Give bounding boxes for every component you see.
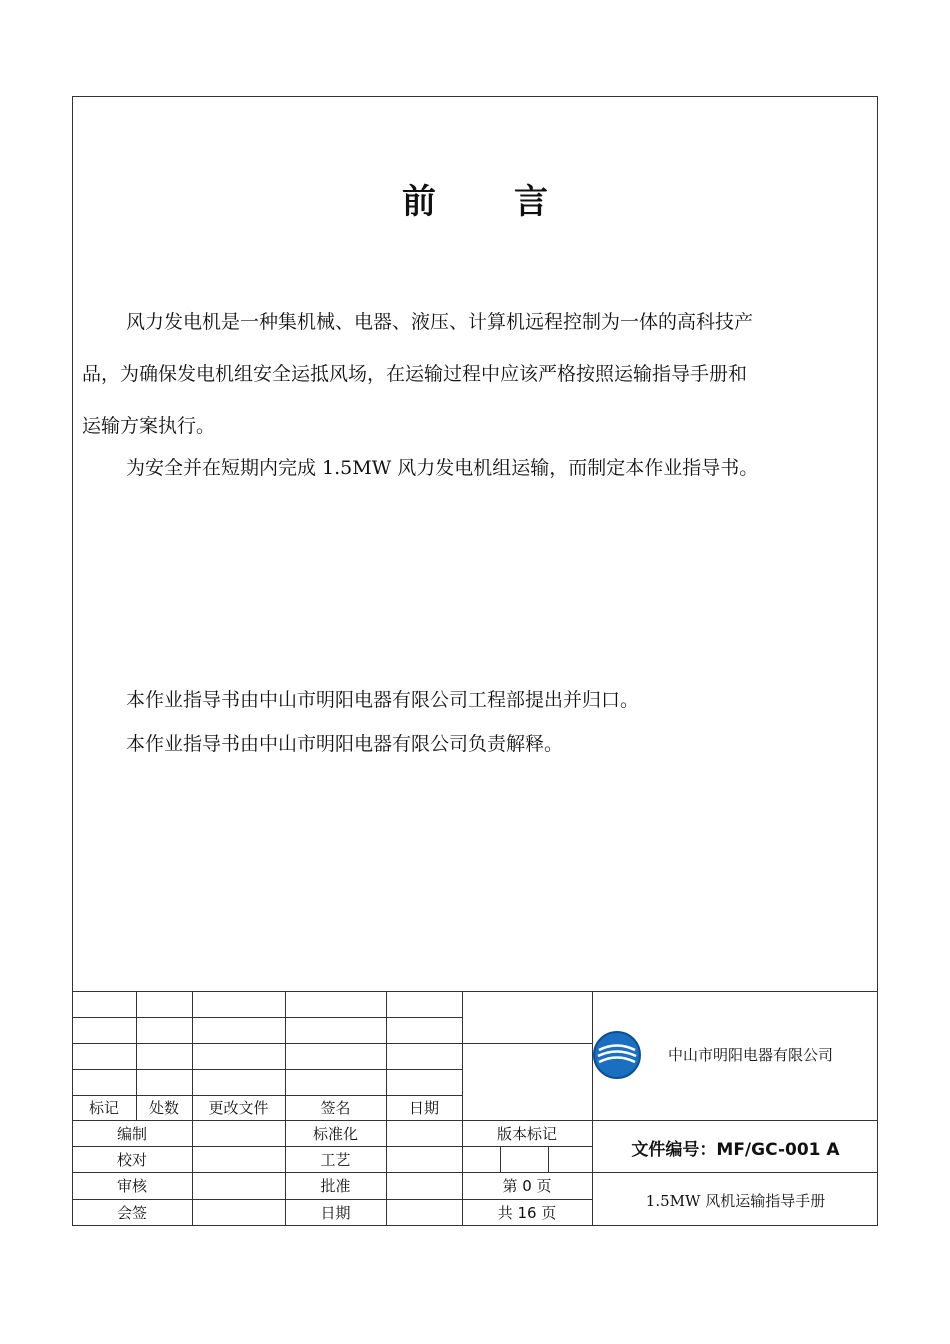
document-number: 文件编号：MF/GC-001 A: [631, 1139, 840, 1160]
rev-header-date: 日期: [408, 1099, 439, 1117]
row-approve-label: 批准: [320, 1177, 351, 1195]
company-name: 中山市明阳电器有限公司: [668, 1046, 834, 1064]
row-proofread-label: 校对: [116, 1150, 147, 1169]
total-pages: 共 16 页: [497, 1204, 557, 1222]
intro-line-3: 运输方案执行。: [82, 415, 216, 437]
version-mark-label: 版本标记: [496, 1124, 557, 1143]
rev-header-signature: 签名: [320, 1099, 351, 1117]
intro-paragraph: [82, 296, 872, 452]
intro-line-1: 风力发电机是一种集机械、电器、液压、计算机远程控制为一体的高科技产: [126, 311, 754, 333]
row-date-label: 日期: [320, 1204, 351, 1222]
page-number: 第 0 页: [502, 1177, 552, 1195]
row-process-label: 工艺: [320, 1150, 351, 1169]
owner-paragraph: 本作业指导书由中山市明阳电器有限公司工程部提出并归口。: [126, 689, 640, 711]
rev-header-mark: 标记: [88, 1099, 119, 1117]
company-logo-icon: [592, 1030, 642, 1080]
rev-header-file: 更改文件: [208, 1099, 269, 1117]
document-title: 1.5MW 风机运输指导手册: [645, 1191, 826, 1210]
interpretation-paragraph: 本作业指导书由中山市明阳电器有限公司负责解释。: [126, 733, 564, 755]
row-compile-label: 编制: [116, 1124, 147, 1143]
row-countersign-label: 会签: [116, 1204, 147, 1222]
row-standard-label: 标准化: [312, 1124, 358, 1143]
rev-header-count: 处数: [148, 1099, 179, 1117]
row-review-label: 审核: [116, 1177, 147, 1195]
page-title: 前言: [402, 182, 626, 222]
intro-line-2: 品，为确保发电机组安全运抵风场，在运输过程中应该严格按照运输指导手册和: [82, 363, 748, 385]
purpose-paragraph: 为安全并在短期内完成 1.5MW 风力发电机组运输，而制定本作业指导书。: [126, 457, 759, 479]
